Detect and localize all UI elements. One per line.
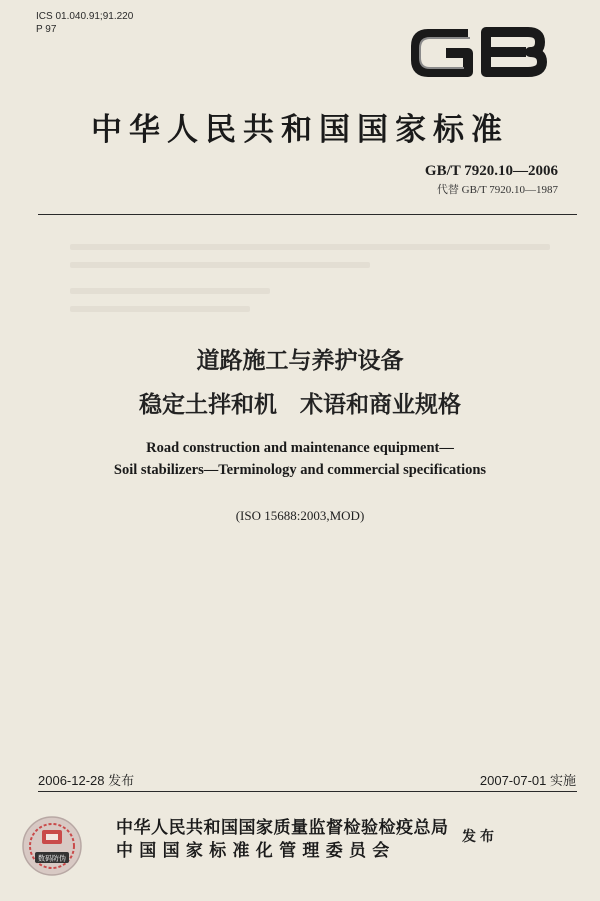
- show-through-text: [70, 244, 550, 250]
- ics-line: ICS 01.040.91;91.220: [36, 11, 134, 22]
- issue-date: 2006-12-28 发布: [38, 773, 135, 788]
- implementation-date: 2007-07-01 实施: [479, 773, 576, 788]
- iso-reference: (ISO 15688:2003,MOD): [235, 508, 365, 523]
- show-through-text: [70, 262, 370, 268]
- anti-counterfeit-seal-icon: [20, 814, 84, 878]
- issuer-line1: 中华人民共和国国家质量监督检验检疫总局: [116, 818, 449, 838]
- national-standard-title: 中华人民共和国国家标准: [91, 112, 509, 148]
- cn-title-line1: 道路施工与养护设备: [196, 348, 404, 374]
- standard-number: GB/T 7920.10—2006: [424, 163, 558, 179]
- show-through-text: [70, 306, 250, 312]
- en-title-line2: Soil stabilizers—Terminology and commercial specifications: [113, 462, 487, 478]
- seal-label: 数码防伪: [38, 854, 66, 863]
- issuer-line2: 中国国家标准化管理委员会: [116, 841, 396, 861]
- ics-code: [36, 10, 133, 36]
- gb-logo-icon: [406, 20, 556, 84]
- top-divider: [38, 214, 577, 215]
- publish-label: 发布: [462, 829, 498, 845]
- replaces-standard: 代替 GB/T 7920.10—1987: [436, 184, 558, 196]
- bottom-divider: [38, 791, 577, 792]
- show-through-text: [70, 288, 270, 294]
- en-title-line1: Road construction and maintenance equipment—: [146, 440, 454, 456]
- class-line: P 97: [36, 24, 57, 35]
- cn-title-line2: 稳定土拌和机 术语和商业规格: [139, 392, 461, 418]
